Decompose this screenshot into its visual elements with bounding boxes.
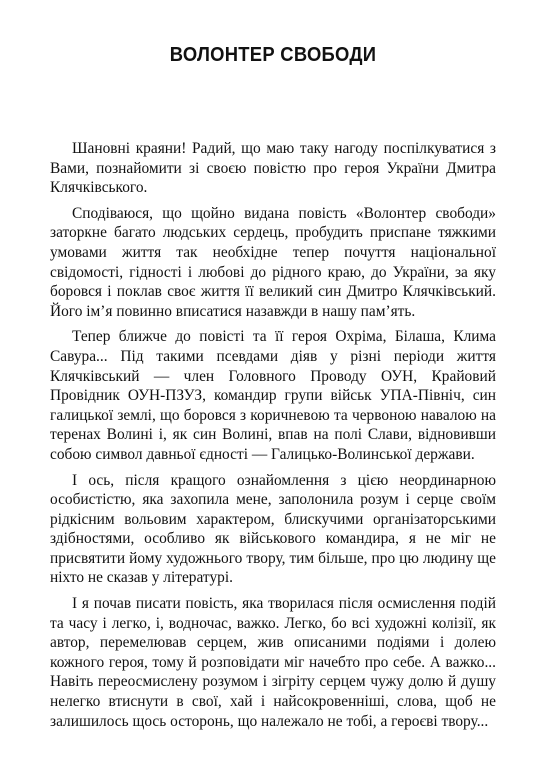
paragraph-1: Шановні краяни! Радий, що маю таку нагоду поспілкуватися з Вами, познайомити зі своєю повістю про героя України Дмитра Клячківського. <box>50 140 496 197</box>
paragraph-3: Тепер ближче до повісті та її героя Охріма, Білаша, Клима Савура... Під такими псевдами діяв у різні періоди життя Клячківський — член Головного Проводу ОУН, Крайовий Провідник ОУН-ПЗУЗ, командир групи військ УПА-Північ, син галицької землі, що боровся з коричневою та червоною навалою на теренах Волині і, як син Волині, впав на полі Слави, відновивши собою символ давньої єдності — Галицько-Волинської держави. <box>50 328 496 463</box>
paragraph-5: І я почав писати повість, яка творилася після осмислення подій та часу і легко, і, водночас, важко. Легко, бо всі художні колізії, як автор, перемелював серцем, жив описаними подіями і долею кожного героя, тому й розповідати міг начебто про себе. А важко... Навіть переосмислену розумом і зігріту серцем чужу долю й душу нелегко втиснути в свої, хай і найсокровенніші, слова, щоб не залишилось щось осторонь, що належало не тобі, а героєві твору... <box>50 595 496 730</box>
body-text <box>50 139 496 737</box>
paragraph-2: Сподіваюся, що щойно видана повість «Волонтер свободи» заторкне багато людських сердець, пробудить приспане тяжкими умовами життя так необхідне тепер почуття національної свідомості, гідності і любові до рідного краю, до України, за яку боровся і поклав своє життя її великий син Дмитро Клячківський. Його ім’я повинно вписатися назавжди в нашу пам’ять. <box>50 204 496 320</box>
paragraph-4: І ось, після кращого ознайомлення з цією неординарною особистістю, яка захопила мене, заполонила розум і серце своїм рідкісним вольовим характером, блискучими організаторськими здібностями, особливо як військового командира, я не міг не присвятити йому художнього твору, тим більше, про цю людину ще ніхто не сказав у літературі. <box>50 471 496 587</box>
page-title: ВОЛОНТЕР СВОБОДИ <box>169 44 377 66</box>
